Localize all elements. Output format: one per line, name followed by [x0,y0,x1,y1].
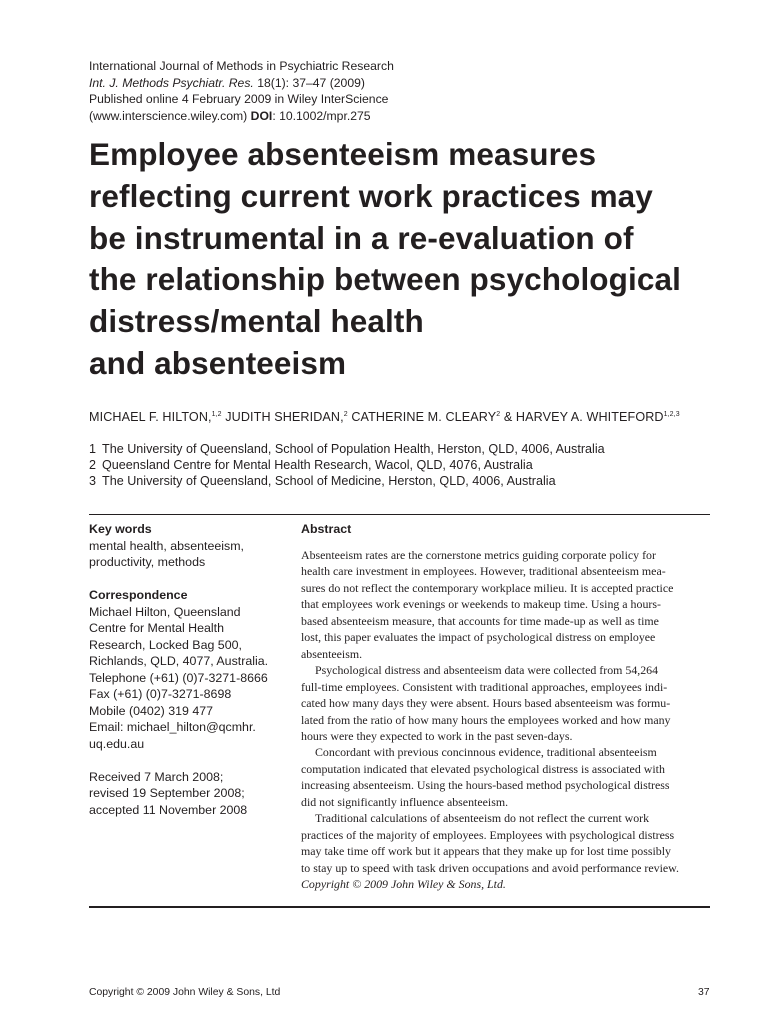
correspondence-fax: Fax (+61) (0)7-3271-8698 [89,687,232,701]
abstract-line: cated how many days they were absent. Hours based absenteeism was formu- [301,696,671,711]
affiliation-item [89,441,605,457]
journal-header [89,58,394,124]
journal-volume-pages: 18(1): 37–47 (2009) [253,75,365,90]
abstract-line: practices of the majority of employees. Employees with psychological distress [301,827,675,842]
title-line: and absenteeism [89,344,347,381]
correspondence-email[interactable]: uq.edu.au [89,736,145,751]
author-affiliation-marker: 1,2,3 [663,411,680,418]
correspondence-line: Research, Locked Bag 500, [89,637,242,652]
correspondence-mobile: Mobile (0402) 319 477 [89,703,213,718]
affiliation-number: 1 [89,442,97,456]
journal-abbrev: Int. J. Methods Psychiatr. Res. [89,75,254,90]
affiliation-number: 2 [89,458,97,473]
abstract-line: Traditional calculations of absenteeism do not reflect the current work [315,811,650,826]
abstract-body [301,547,711,893]
footer-copyright: Copyright © 2009 John Wiley & Sons, Ltd [89,987,281,998]
abstract-heading: Abstract [301,522,352,536]
affiliation-number: 3 [89,474,97,489]
abstract-line: that employees work evenings or weekends to makeup time. Using a hours- [301,597,661,612]
abstract-line: sures do not reflect the contemporary workplace milieu. It is accepted practice [301,580,674,595]
journal-citation [89,75,394,92]
abstract-line: absenteeism. [301,646,363,661]
journal-name: International Journal of Methods in Psychiatric Research [89,59,394,73]
author-name: & HARVEY A. WHITEFORD [500,410,664,424]
author-affiliation-marker: 2 [496,411,501,418]
author-name: JUDITH SHERIDAN, [221,410,344,424]
author-affiliation-marker: 2 [343,411,348,418]
abstract-line: to stay up to speed with task driven occupations and avoid performance review. [301,860,679,875]
abstract-line: Concordant with previous concinnous evidence, traditional absenteeism [315,745,657,760]
author-name: MICHAEL F. HILTON, [89,410,212,424]
received-date: Received 7 March 2008; [89,769,224,784]
abstract-line: increasing absenteeism. Using the hours-based method psychological distress [301,778,670,793]
title-line: reflecting current work practices may [89,177,653,214]
abstract-line: based absenteeism measure, that accounts for time made-up as well as time [301,613,659,628]
article-title [89,134,729,385]
section-divider-top [89,514,710,515]
title-line: be instrumental in a re-evaluation of [89,219,634,256]
affiliation-text: The University of Queensland, School of Medicine, Herston, QLD, 4006, Australia [102,474,556,489]
correspondence-line: Centre for Mental Health [89,621,224,635]
abstract-line: computation indicated that elevated psychological distress is associated with [301,761,665,776]
title-line: the relationship between psychological [89,261,681,298]
author-affiliation-marker: 1,2 [211,411,222,418]
correspondence-heading: Correspondence [89,588,188,602]
accepted-date: accepted 11 November 2008 [89,802,248,817]
sidebar-metadata [89,521,289,835]
section-divider-bottom [89,906,710,908]
author-name: CATHERINE M. CLEARY [347,410,497,424]
keywords-line: mental health, absenteeism, [89,538,244,553]
doi-value[interactable]: : 10.1002/mpr.275 [272,108,371,123]
doi-label: DOI [250,108,273,123]
revised-date: revised 19 September 2008; [89,786,245,800]
correspondence-phone: Telephone (+61) (0)7-3271-8666 [89,670,268,685]
affiliation-text: Queensland Centre for Mental Health Research, Wacol, QLD, 4076, Australia [102,458,533,473]
published-online: Published online 4 February 2009 in Wiley InterScience [89,92,389,106]
abstract-line: lated from the ratio of how many hours the employees worked and how many [301,712,671,727]
abstract-copyright: Copyright © 2009 John Wiley & Sons, Ltd. [301,877,506,892]
abstract-line: Absenteeism rates are the cornerstone metrics guiding corporate policy for [301,548,656,562]
abstract-line: lost, this paper evaluates the impact of psychological distress on employee [301,630,656,645]
page-number: 37 [698,987,710,998]
abstract-line: hours were they expected to work in the past seven-days. [301,728,573,743]
correspondence-block [89,587,289,752]
affiliation-list [89,441,605,490]
keywords-line: productivity, methods [89,555,206,569]
abstract-section [301,521,711,893]
abstract-line: may take time off work but it appears that they make up for lost time possibly [301,844,671,859]
keywords-heading: Key words [89,522,152,536]
keywords-block [89,521,289,571]
title-line: distress/mental health [89,303,424,340]
affiliation-item [89,457,605,473]
abstract-line: did not significantly influence absenteeism. [301,794,509,809]
website-link[interactable]: (www.interscience.wiley.com) [89,108,251,123]
abstract-line: Psychological distress and absenteeism data were collected from 54,264 [315,663,659,678]
affiliation-item [89,473,605,489]
affiliation-text: The University of Queensland, School of Population Health, Herston, QLD, 4006, Australia [102,442,605,456]
correspondence-line: Richlands, QLD, 4077, Australia. [89,654,269,668]
received-dates-block [89,769,289,819]
correspondence-line: Michael Hilton, Queensland [89,604,241,619]
doi-line [89,108,394,125]
abstract-line: full-time employees. Consistent with traditional approaches, employees indi- [301,679,668,694]
abstract-line: health care investment in employees. However, traditional absenteeism mea- [301,564,666,579]
author-list [89,410,680,424]
title-line: Employee absenteeism measures [89,136,597,172]
correspondence-email[interactable]: Email: michael_hilton@qcmhr. [89,720,256,734]
